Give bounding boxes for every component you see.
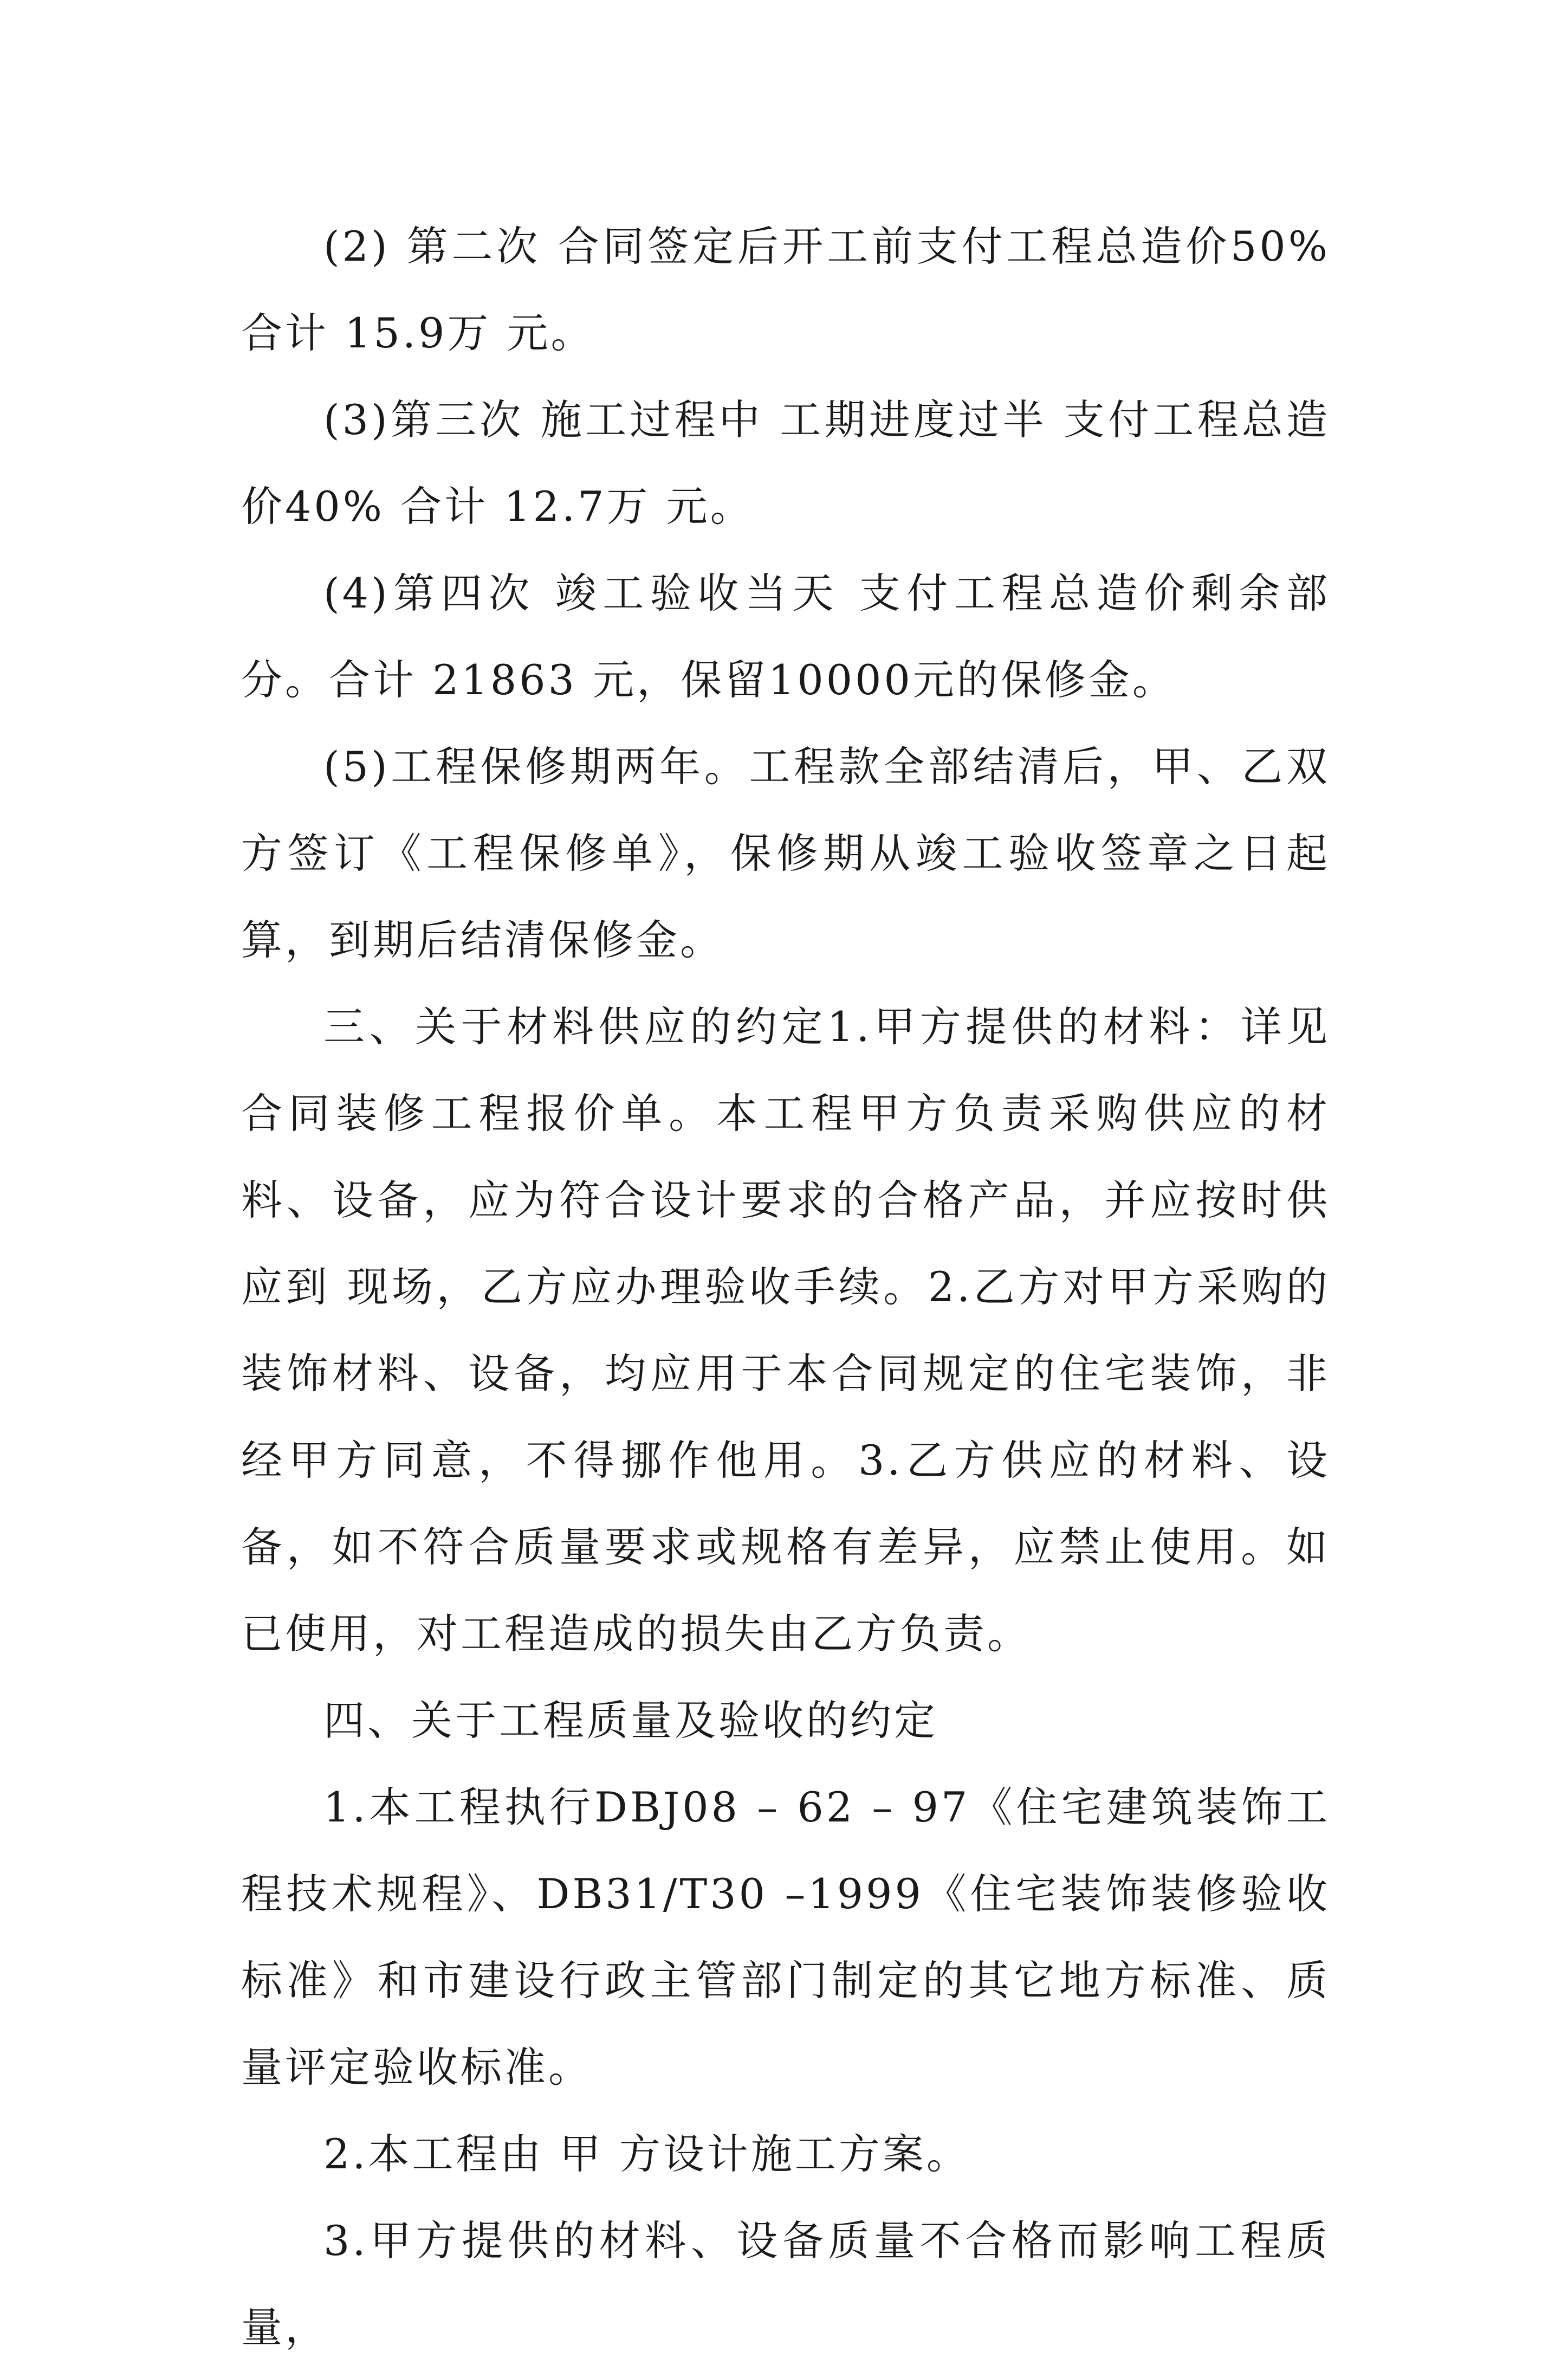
paragraph-quality-standards: 1.本工程执行DBJ08 – 62 – 97《住宅建筑装饰工程技术规程》、DB31/T30 –1999《住宅装饰装修验收标准》和市建设行政主管部门制定的其它地方标准、质量评定验收标准。 [241,1783,1330,2091]
paragraph-material-supply: 三、关于材料供应的约定1.甲方提供的材料：详见合同装修工程报价单。本工程甲方负责采购供应的材料、设备，应为符合设计要求的合格产品，并应按时供应到 现场，乙方应办理验收手续。2.乙方对甲方采购的装饰材料、设备，均应用于本合同规定的住宅装饰，非经甲方同意，不得挪作他用。3.乙方供应的材料、设备，如不符合质量要求或规格有差异，应禁止使用。如已使用，对工程造成的损失由乙方负责。 [241,1003,1330,1658]
paragraph-payment-fourth: (4)第四次 竣工验收当天 支付工程总造价剩余部分。合计 21863 元，保留10000元的保修金。 [241,569,1330,704]
paragraph-material-quality: 3.甲方提供的材料、设备质量不合格而影响工程质量， [241,2217,1330,2351]
document-body [241,203,1346,2371]
paragraph-warranty: (5)工程保修期两年。工程款全部结清后，甲、乙双方签订《工程保修单》，保修期从竣工验收签章之日起算，到期后结清保修金。 [241,742,1330,964]
paragraph-design-plan: 2.本工程由 甲 方设计施工方案。 [323,2130,970,2178]
paragraph-payment-third: (3)第三次 施工过程中 工期进度过半 支付工程总造价40% 合计 12.7万 元。 [241,396,1330,531]
paragraph-payment-second: (2) 第二次 合同签定后开工前支付工程总造价50% 合计 15.9万 元。 [241,222,1346,357]
section-heading-quality: 四、关于工程质量及验收的约定 [323,1696,938,1745]
